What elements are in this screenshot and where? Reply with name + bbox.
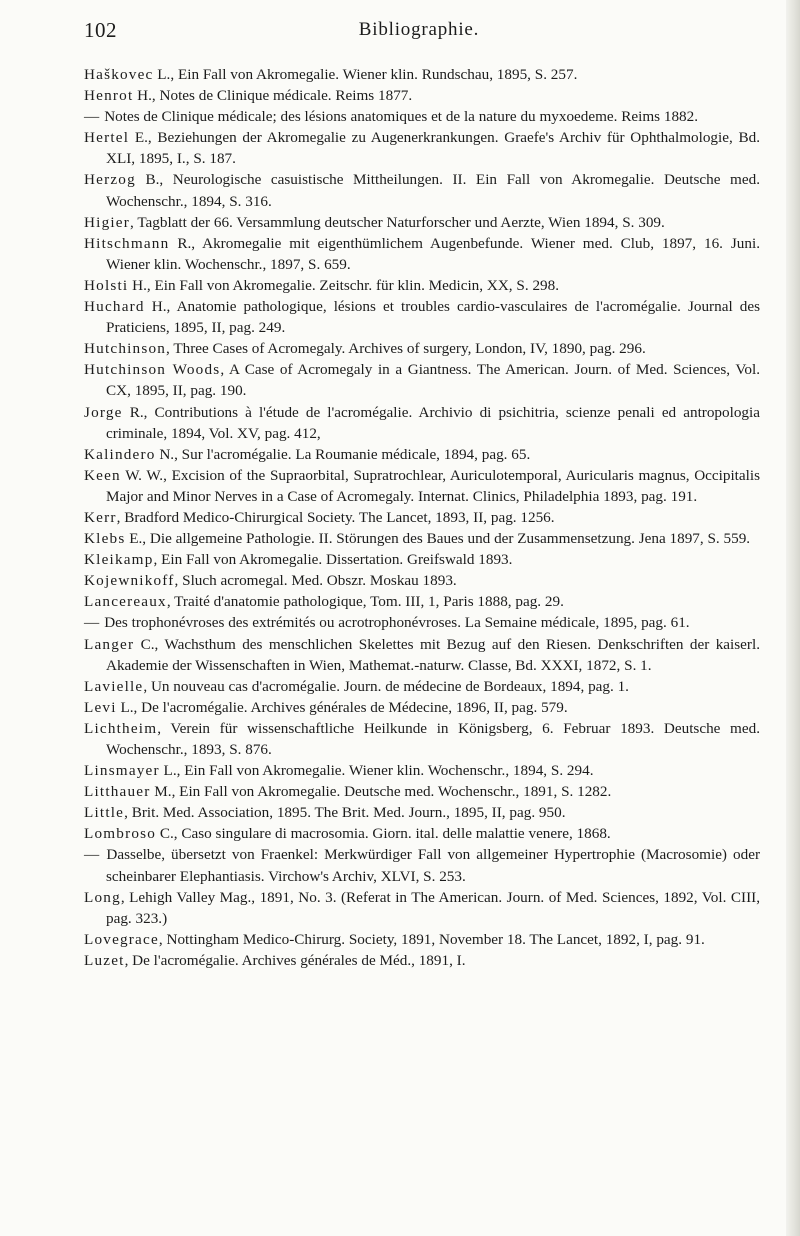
bibliography-entry — [84, 549, 760, 570]
entry-text: E., Die allgemeine Pathologie. II. Störungen des Baues und der Zusammensetzung. Jena 1897, S. 559. — [125, 530, 751, 548]
bibliography-entry — [84, 402, 760, 444]
running-head — [84, 18, 754, 48]
entry-text: H., Anatomie pathologique, lésions et troubles cardio-vasculaires de l'acromégalie. Journal des Praticiens, 1895, II, pag. 249. — [106, 298, 760, 337]
bibliography-entry — [84, 823, 760, 844]
entry-text: L., Ein Fall von Akromegalie. Wiener klin. Wochenschr., 1894, S. 294. — [159, 762, 594, 780]
entry-text: L., Ein Fall von Akromegalie. Wiener klin. Rundschau, 1895, S. 257. — [153, 66, 578, 83]
entry-author: Huchard — [84, 298, 145, 316]
entry-author: Lichtheim — [84, 719, 158, 737]
entry-author: Levi — [84, 698, 117, 716]
entry-text: Des trophonévroses des extrémités ou acrotrophonévroses. La Semaine médicale, 1895, pag. 61. — [100, 614, 690, 632]
bibliography-list — [84, 64, 760, 971]
entry-text: , Three Cases of Acromegaly. Archives of surgery, London, IV, 1890, pag. 296. — [166, 340, 646, 358]
bibliography-entry — [84, 212, 760, 233]
bibliography-entry — [84, 359, 760, 401]
entry-author: — — [84, 108, 101, 126]
bibliography-entry — [84, 844, 760, 886]
entry-text: R., Contributions à l'étude de l'acromégalie. Archivio di psichitria, scienze penali ed antropologia criminale, 1894, Vol. XV, pag. 412, — [106, 403, 760, 442]
entry-text: C., Wachsthum des menschlichen Skelettes mit Bezug auf den Riesen. Denkschriften der kaiserl. Akademie der Wissenschaften in Wien, Mathemat.-naturw. Classe, Bd. XXXI, 1872, S. 1. — [106, 635, 760, 674]
entry-text: M., Ein Fall von Akromegalie. Deutsche med. Wochenschr., 1891, S. 1282. — [150, 783, 612, 801]
entry-text: L., De l'acromégalie. Archives générales de Médecine, 1896, II, pag. 579. — [116, 698, 568, 716]
bibliography-entry — [84, 296, 760, 338]
entry-text: C., Caso singulare di macrosomia. Giorn. ital. delle malattie venere, 1868. — [156, 825, 611, 843]
bibliography-entry — [84, 507, 760, 528]
entry-text: , Lehigh Valley Mag., 1891, No. 3. (Referat in The American. Journ. of Med. Sciences, 1892, Vol. CIII, pag. 323.) — [106, 888, 760, 927]
entry-text: , Traité d'anatomie pathologique, Tom. III, 1, Paris 1888, pag. 29. — [166, 593, 564, 611]
entry-text: , Verein für wissenschaftliche Heilkunde in Königsberg, 6. Februar 1893. Deutsche med. Wochenschr., 1893, S. 876. — [106, 719, 760, 758]
entry-author: Langer — [84, 635, 135, 653]
entry-text: , Un nouveau cas d'acromégalie. Journ. de médecine de Bordeaux, 1894, pag. 1. — [143, 677, 629, 695]
entry-text: , Nottingham Medico-Chirurg. Society, 1891, November 18. The Lancet, 1892, I, pag. 91. — [158, 930, 705, 948]
entry-text: B., Neurologische casuistische Mittheilungen. II. Ein Fall von Akromegalie. Deutsche med. Wochenschr., 1894, S. 316. — [106, 171, 760, 210]
entry-author: Little — [84, 804, 125, 822]
entry-author: Long — [84, 888, 121, 906]
bibliography-entry — [84, 127, 760, 169]
bibliography-entry — [84, 275, 760, 296]
entry-author: Lavielle — [84, 677, 144, 695]
entry-author: Lovegrace — [84, 930, 159, 948]
bibliography-entry — [84, 465, 760, 507]
entry-author: Linsmayer — [84, 762, 160, 780]
entry-author: Kojewnikoff — [84, 572, 175, 590]
bibliography-entry — [84, 781, 760, 802]
entry-author: Hertel — [84, 129, 130, 147]
entry-text: , Tagblatt der 66. Versammlung deutscher Naturforscher und Aerzte, Wien 1894, S. 309. — [130, 213, 665, 231]
entry-author: Lombroso — [84, 825, 157, 843]
bibliography-entry — [84, 676, 760, 697]
entry-author: Lancereaux — [84, 593, 167, 611]
entry-text: , Ein Fall von Akromegalie. Dissertation. Greifswald 1893. — [153, 551, 513, 569]
entry-author: Holsti — [84, 276, 129, 294]
bibliography-entry — [84, 338, 760, 359]
entry-text: , Brit. Med. Association, 1895. The Brit. Med. Journ., 1895, II, pag. 950. — [124, 804, 566, 822]
bibliography-entry — [84, 718, 760, 760]
entry-author: Haškovec — [84, 66, 154, 83]
entry-author: Luzet — [84, 951, 125, 969]
entry-author: Kleikamp — [84, 551, 154, 569]
bibliography-entry — [84, 591, 760, 612]
entry-text: Dasselbe, übersetzt von Fraenkel: Merkwürdiger Fall von allgemeiner Hypertrophie (Macrosomie) oder scheinbarer Elephantiasis. Virchow's Archiv, XLVI, S. 253. — [100, 846, 760, 885]
bibliography-entry — [84, 950, 760, 971]
bibliography-entry — [84, 929, 760, 950]
entry-author: Hitschmann — [84, 234, 170, 252]
page-edge-shadow — [786, 0, 800, 1236]
entry-author: — — [84, 846, 101, 864]
entry-author: Hutchinson Woods — [84, 361, 221, 379]
running-title: Bibliographie. — [358, 19, 480, 40]
entry-text: , Sluch acromegal. Med. Obszr. Moskau 1893. — [174, 572, 457, 590]
entry-text: E., Beziehungen der Akromegalie zu Augenerkrankungen. Graefe's Archiv für Ophthalmologie, Bd. XLI, 1895, I., S. 187. — [106, 129, 760, 168]
page-number: 102 — [84, 18, 117, 42]
bibliography-entry — [84, 64, 760, 85]
entry-author: — — [84, 614, 101, 632]
entry-text: , Bradford Medico-Chirurgical Society. The Lancet, 1893, II, pag. 1256. — [116, 508, 555, 526]
entry-author: Kerr — [84, 508, 117, 526]
entry-author: Keen — [84, 466, 121, 484]
entry-text: W. W., Excision of the Supraorbital, Supratrochlear, Auriculotemporal, Auricularis magnus, Occipitalis Major and Minor Nerves in a Case of Acromegaly. Internat. Clinics, Philadelphia 1893, pag. 191. — [106, 466, 760, 505]
bibliography-entry — [84, 697, 760, 718]
entry-author: Litthauer — [84, 783, 151, 801]
entry-text: R., Akromegalie mit eigenthümlichem Augenbefunde. Wiener med. Club, 1897, 16. Juni. Wiener klin. Wochenschr., 1897, S. 659. — [106, 234, 760, 273]
entry-author: Herzog — [84, 171, 136, 189]
bibliography-entry — [84, 85, 760, 106]
bibliography-entry — [84, 106, 760, 127]
entry-author: Henrot — [84, 87, 134, 105]
bibliography-entry — [84, 169, 760, 211]
entry-text: Notes de Clinique médicale; des lésions anatomiques et de la nature du myxoedeme. Reims 1882. — [100, 108, 699, 126]
entry-author: Higier — [84, 213, 130, 231]
entry-text: H., Ein Fall von Akromegalie. Zeitschr. für klin. Medicin, XX, S. 298. — [128, 276, 560, 294]
entry-text: , A Case of Acromegaly in a Giantness. The American. Journ. of Med. Sciences, Vol. CX, 1895, II, pag. 190. — [106, 361, 761, 400]
bibliography-entry — [84, 887, 760, 929]
bibliography-entry — [84, 760, 760, 781]
bibliography-entry — [84, 233, 760, 275]
entry-text: H., Notes de Clinique médicale. Reims 1877. — [133, 87, 413, 105]
bibliography-entry — [84, 612, 760, 633]
entry-text: N., Sur l'acromégalie. La Roumanie médicale, 1894, pag. 65. — [155, 445, 531, 463]
entry-author: Jorge — [84, 403, 123, 421]
bibliography-entry — [84, 802, 760, 823]
entry-text: , De l'acromégalie. Archives générales de Méd., 1891, I. — [124, 951, 466, 969]
bibliography-entry — [84, 444, 760, 465]
entry-author: Kalindero — [84, 445, 156, 463]
bibliography-entry — [84, 528, 760, 549]
entry-author: Hutchinson — [84, 340, 167, 358]
bibliography-entry — [84, 634, 760, 676]
bibliography-entry — [84, 570, 760, 591]
entry-author: Klebs — [84, 530, 126, 548]
